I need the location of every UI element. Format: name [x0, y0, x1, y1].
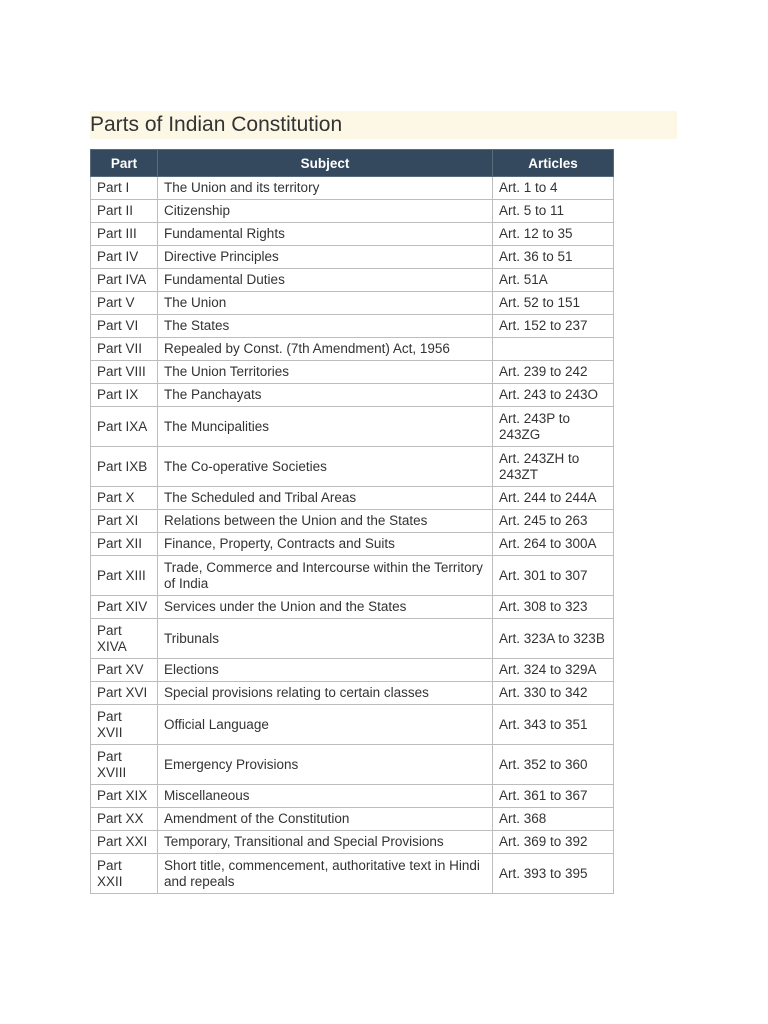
cell-articles: Art. 12 to 35 [493, 223, 614, 246]
cell-subject: Trade, Commerce and Intercourse within the Territory of India [158, 556, 493, 596]
cell-part: Part V [91, 292, 158, 315]
table-row [91, 745, 614, 785]
cell-subject: The Panchayats [158, 384, 493, 407]
table-row [91, 659, 614, 682]
cell-subject: Fundamental Rights [158, 223, 493, 246]
header-articles: Articles [493, 150, 614, 177]
cell-subject: Amendment of the Constitution [158, 808, 493, 831]
cell-part: Part III [91, 223, 158, 246]
cell-subject: Fundamental Duties [158, 269, 493, 292]
cell-part: Part XIVA [91, 619, 158, 659]
cell-articles: Art. 152 to 237 [493, 315, 614, 338]
cell-subject: The Union [158, 292, 493, 315]
table-header-row [91, 150, 614, 177]
cell-subject: The Scheduled and Tribal Areas [158, 487, 493, 510]
cell-part: Part XXI [91, 831, 158, 854]
table-row [91, 705, 614, 745]
cell-articles: Art. 323A to 323B [493, 619, 614, 659]
table-row [91, 785, 614, 808]
cell-articles: Art. 243ZH to 243ZT [493, 447, 614, 487]
cell-subject: The Union Territories [158, 361, 493, 384]
cell-part: Part VI [91, 315, 158, 338]
table-row [91, 361, 614, 384]
header-part: Part [91, 150, 158, 177]
cell-subject: Tribunals [158, 619, 493, 659]
table-row [91, 808, 614, 831]
cell-part: Part XI [91, 510, 158, 533]
page-title: Parts of Indian Constitution [90, 113, 343, 136]
table-row [91, 533, 614, 556]
table-row [91, 596, 614, 619]
title-bar [90, 111, 677, 139]
cell-part: Part XIX [91, 785, 158, 808]
cell-part: Part II [91, 200, 158, 223]
cell-articles: Art. 1 to 4 [493, 177, 614, 200]
cell-subject: Special provisions relating to certain classes [158, 682, 493, 705]
cell-subject: Elections [158, 659, 493, 682]
cell-articles [493, 338, 614, 361]
table-row [91, 269, 614, 292]
cell-articles: Art. 36 to 51 [493, 246, 614, 269]
cell-part: Part XVII [91, 705, 158, 745]
cell-subject: Citizenship [158, 200, 493, 223]
table-row [91, 292, 614, 315]
table-row [91, 831, 614, 854]
cell-articles: Art. 244 to 244A [493, 487, 614, 510]
cell-part: Part XII [91, 533, 158, 556]
cell-articles: Art. 393 to 395 [493, 854, 614, 894]
cell-subject: Official Language [158, 705, 493, 745]
cell-subject: Directive Principles [158, 246, 493, 269]
cell-part: Part XX [91, 808, 158, 831]
cell-subject: Relations between the Union and the States [158, 510, 493, 533]
table-row [91, 223, 614, 246]
table-row [91, 510, 614, 533]
cell-articles: Art. 324 to 329A [493, 659, 614, 682]
cell-articles: Art. 343 to 351 [493, 705, 614, 745]
table-row [91, 556, 614, 596]
cell-subject: The Muncipalities [158, 407, 493, 447]
table-row [91, 407, 614, 447]
cell-articles: Art. 243P to 243ZG [493, 407, 614, 447]
table-row [91, 682, 614, 705]
cell-part: Part IV [91, 246, 158, 269]
cell-part: Part XV [91, 659, 158, 682]
constitution-parts-table [90, 149, 614, 894]
header-subject: Subject [158, 150, 493, 177]
table-row [91, 854, 614, 894]
cell-subject: The Co-operative Societies [158, 447, 493, 487]
cell-subject: Finance, Property, Contracts and Suits [158, 533, 493, 556]
cell-part: Part X [91, 487, 158, 510]
table-row [91, 315, 614, 338]
cell-part: Part IX [91, 384, 158, 407]
table-row [91, 246, 614, 269]
cell-articles: Art. 368 [493, 808, 614, 831]
cell-articles: Art. 308 to 323 [493, 596, 614, 619]
cell-articles: Art. 239 to 242 [493, 361, 614, 384]
cell-articles: Art. 264 to 300A [493, 533, 614, 556]
cell-articles: Art. 243 to 243O [493, 384, 614, 407]
cell-part: Part XIV [91, 596, 158, 619]
cell-articles: Art. 369 to 392 [493, 831, 614, 854]
table-row [91, 487, 614, 510]
cell-articles: Art. 352 to 360 [493, 745, 614, 785]
cell-subject: Repealed by Const. (7th Amendment) Act, 1956 [158, 338, 493, 361]
table-row [91, 338, 614, 361]
cell-articles: Art. 52 to 151 [493, 292, 614, 315]
cell-articles: Art. 5 to 11 [493, 200, 614, 223]
cell-part: Part I [91, 177, 158, 200]
cell-articles: Art. 51A [493, 269, 614, 292]
cell-part: Part VIII [91, 361, 158, 384]
table-row [91, 619, 614, 659]
cell-articles: Art. 330 to 342 [493, 682, 614, 705]
cell-subject: Emergency Provisions [158, 745, 493, 785]
cell-subject: Short title, commencement, authoritative text in Hindi and repeals [158, 854, 493, 894]
cell-subject: Temporary, Transitional and Special Provisions [158, 831, 493, 854]
cell-articles: Art. 301 to 307 [493, 556, 614, 596]
cell-articles: Art. 245 to 263 [493, 510, 614, 533]
cell-subject: Services under the Union and the States [158, 596, 493, 619]
cell-part: Part VII [91, 338, 158, 361]
table-row [91, 384, 614, 407]
table-row [91, 177, 614, 200]
cell-part: Part XVI [91, 682, 158, 705]
cell-articles: Art. 361 to 367 [493, 785, 614, 808]
cell-part: Part XXII [91, 854, 158, 894]
table-row [91, 447, 614, 487]
cell-subject: The States [158, 315, 493, 338]
cell-part: Part IVA [91, 269, 158, 292]
table-row [91, 200, 614, 223]
cell-subject: The Union and its territory [158, 177, 493, 200]
cell-part: Part XVIII [91, 745, 158, 785]
cell-part: Part IXA [91, 407, 158, 447]
cell-subject: Miscellaneous [158, 785, 493, 808]
cell-part: Part IXB [91, 447, 158, 487]
cell-part: Part XIII [91, 556, 158, 596]
